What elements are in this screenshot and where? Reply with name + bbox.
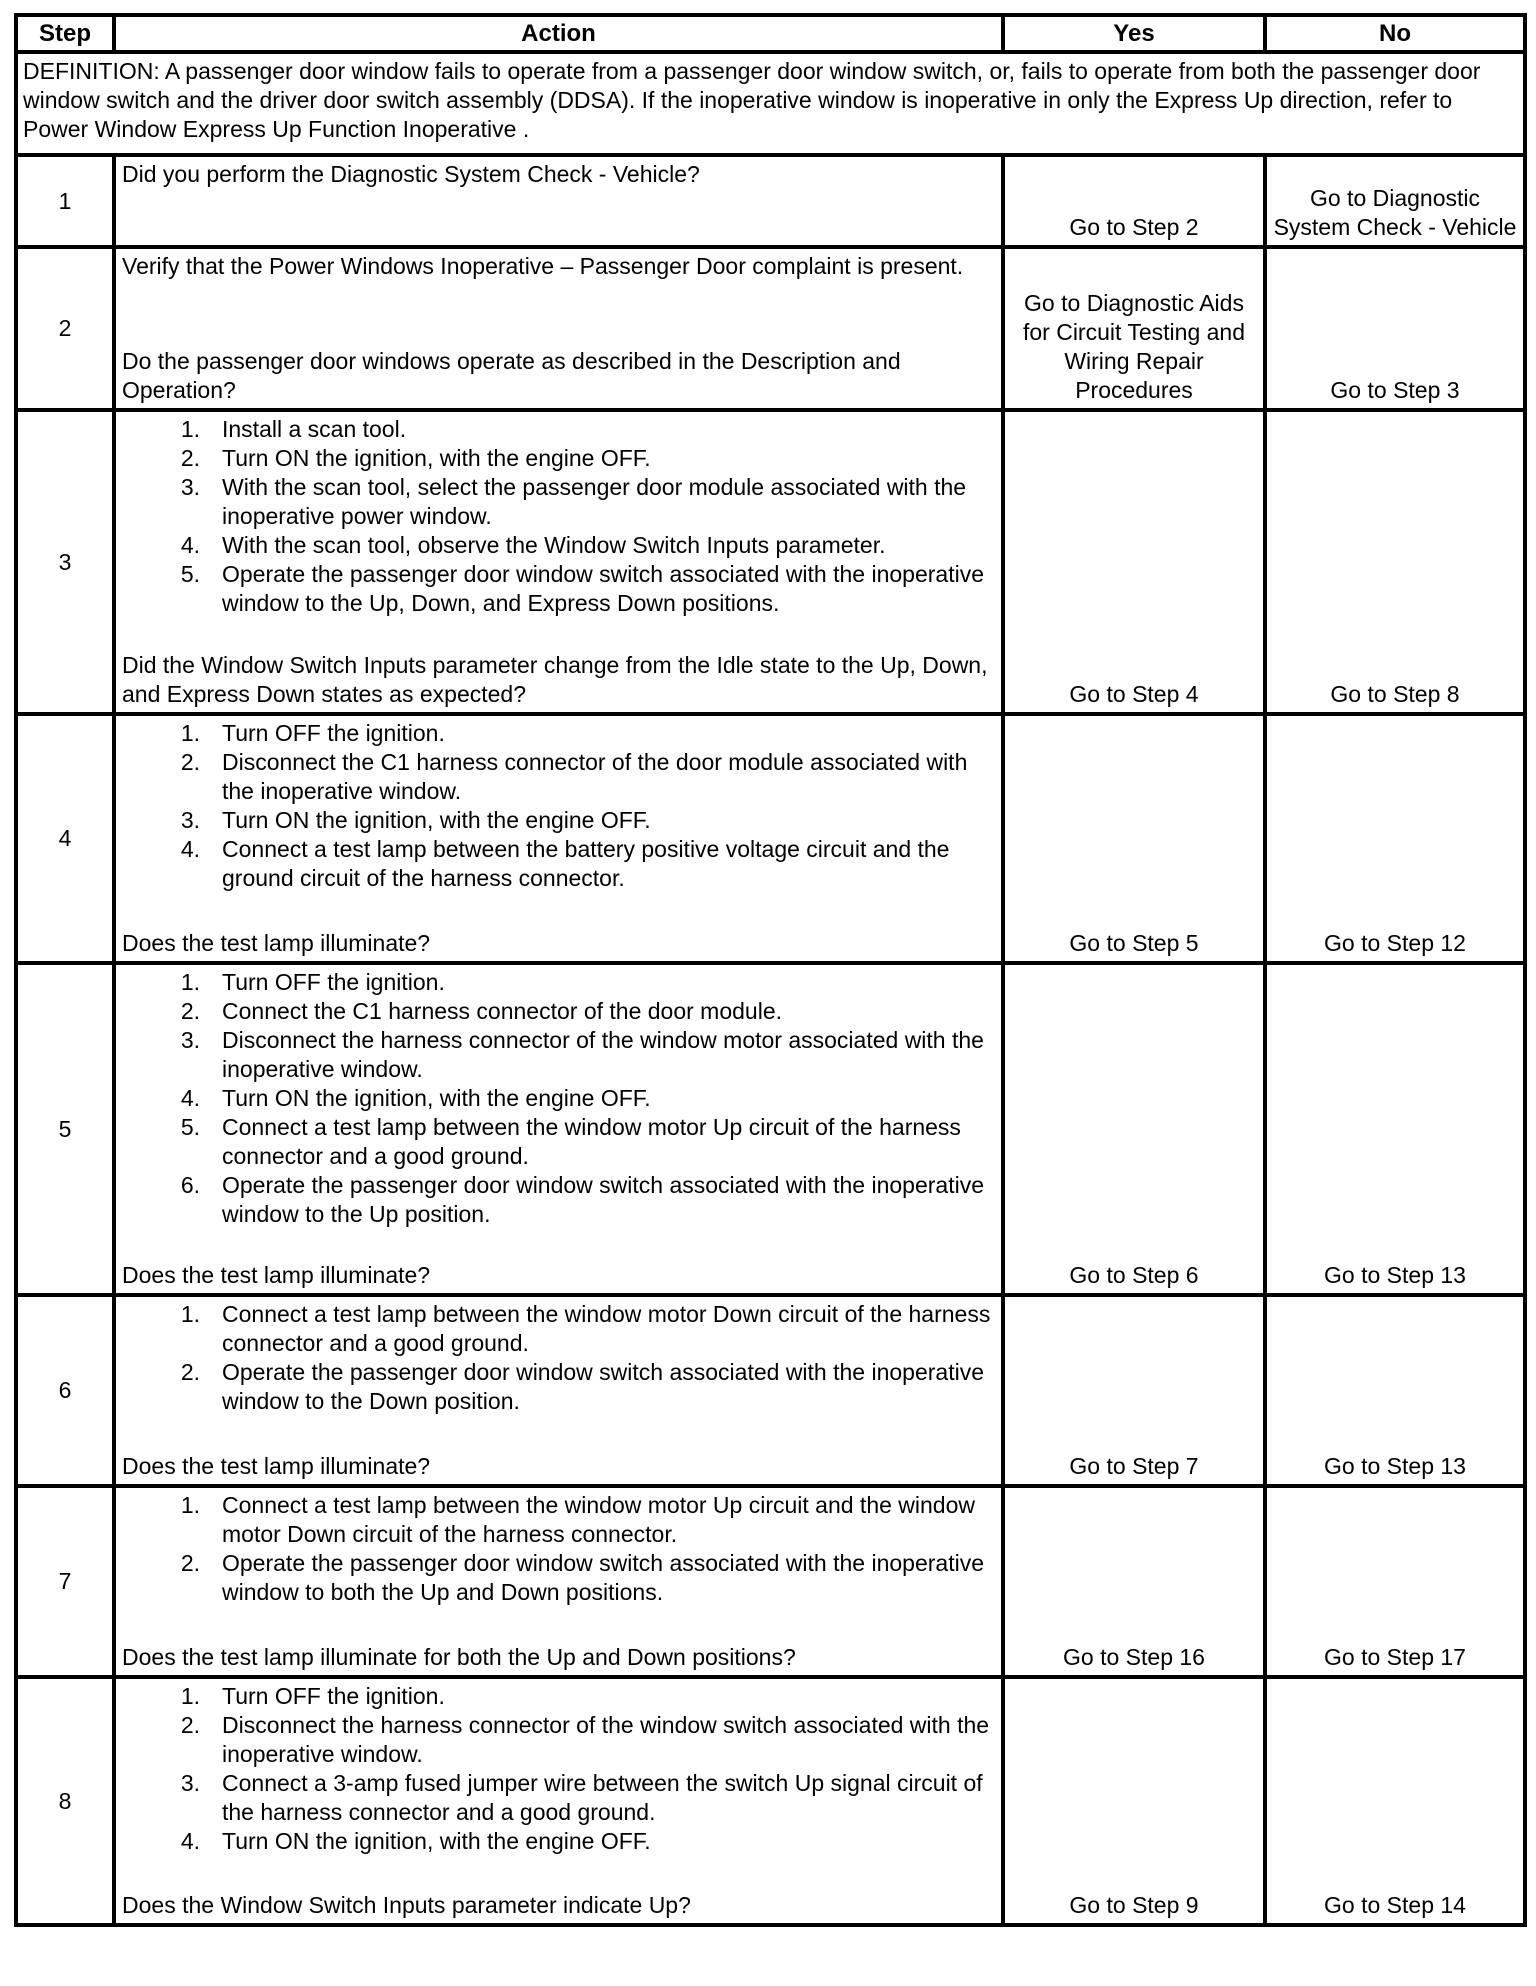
action-step-item <box>180 968 995 997</box>
action-step-item <box>180 1171 995 1229</box>
definition-row <box>16 52 1525 155</box>
action-step-text: Turn OFF the ignition. <box>222 969 445 995</box>
action-steps-list <box>122 719 995 893</box>
action-step-item <box>180 1827 995 1856</box>
yes-result: Go to Step 2 <box>1003 155 1265 247</box>
action-step-item <box>180 1113 995 1171</box>
no-result: Go to Step 8 <box>1265 410 1525 714</box>
step-number: 3 <box>16 410 114 714</box>
step-row <box>16 1295 1525 1486</box>
action-step-text: Disconnect the C1 harness connector of the door module associated with the inoperative window. <box>222 749 968 804</box>
action-step-item <box>180 806 995 835</box>
action-step-item <box>180 560 995 618</box>
step-number: 7 <box>16 1486 114 1677</box>
no-result: Go to Diagnostic System Check - Vehicle <box>1265 155 1525 247</box>
action-step-number: 5. <box>180 561 200 587</box>
action-step-number: 2. <box>180 998 200 1024</box>
action-step-item <box>180 531 995 560</box>
action-step-number: 2. <box>180 445 200 471</box>
action-step-number: 1. <box>180 416 200 442</box>
step-row <box>16 714 1525 963</box>
action-step-text: Connect a test lamp between the window motor Up circuit of the harness connector and a good ground. <box>222 1114 961 1169</box>
action-step-text: Install a scan tool. <box>222 416 407 442</box>
action-step-item <box>180 1769 995 1827</box>
step-row <box>16 963 1525 1295</box>
no-result: Go to Step 12 <box>1265 714 1525 963</box>
action-step-number: 1. <box>180 969 200 995</box>
action-step-text: Turn ON the ignition, with the engine OFF. <box>222 1828 651 1854</box>
step-number: 1 <box>16 155 114 247</box>
action-step-item <box>180 1549 995 1607</box>
action-step-item <box>180 415 995 444</box>
no-result: Go to Step 14 <box>1265 1677 1525 1925</box>
action-step-text: Disconnect the harness connector of the window motor associated with the inoperative window. <box>222 1027 984 1082</box>
action-step-number: 4. <box>180 1085 200 1111</box>
action-step-text: Connect a 3-amp fused jumper wire between the switch Up signal circuit of the harness connector and a good ground. <box>222 1770 983 1825</box>
yes-result: Go to Step 16 <box>1003 1486 1265 1677</box>
step-number: 6 <box>16 1295 114 1486</box>
no-result: Go to Step 3 <box>1265 247 1525 410</box>
yes-result: Go to Step 7 <box>1003 1295 1265 1486</box>
action-cell <box>114 1677 1003 1925</box>
step-number: 2 <box>16 247 114 410</box>
header-step: Step <box>16 15 114 52</box>
yes-result: Go to Step 4 <box>1003 410 1265 714</box>
step-number: 5 <box>16 963 114 1295</box>
step-row <box>16 155 1525 247</box>
action-step-number: 2. <box>180 749 200 775</box>
action-step-number: 2. <box>180 1550 200 1576</box>
action-step-number: 4. <box>180 836 200 862</box>
action-question: Does the test lamp illuminate? <box>122 1453 431 1479</box>
action-step-text: Turn OFF the ignition. <box>222 720 445 746</box>
action-step-number: 5. <box>180 1114 200 1140</box>
action-steps-list <box>122 1491 995 1607</box>
action-step-number: 3. <box>180 474 200 500</box>
action-cell <box>114 247 1003 410</box>
action-step-item <box>180 835 995 893</box>
action-step-text: Turn ON the ignition, with the engine OFF. <box>222 807 651 833</box>
no-result: Go to Step 13 <box>1265 1295 1525 1486</box>
action-step-number: 4. <box>180 532 200 558</box>
action-step-item <box>180 1682 995 1711</box>
action-step-item <box>180 1084 995 1113</box>
action-step-number: 3. <box>180 807 200 833</box>
action-steps-list <box>122 1682 995 1856</box>
action-step-number: 1. <box>180 1301 200 1327</box>
action-cell <box>114 1486 1003 1677</box>
yes-result: Go to Step 5 <box>1003 714 1265 963</box>
action-step-text: Connect a test lamp between the window motor Down circuit of the harness connector and a good ground. <box>222 1301 991 1356</box>
no-result: Go to Step 17 <box>1265 1486 1525 1677</box>
no-result: Go to Step 13 <box>1265 963 1525 1295</box>
action-step-item <box>180 719 995 748</box>
step-number: 8 <box>16 1677 114 1925</box>
action-question: Did the Window Switch Inputs parameter change from the Idle state to the Up, Down, and Express Down states as expected? <box>122 652 988 707</box>
action-question: Do the passenger door windows operate as described in the Description and Operation? <box>122 348 901 403</box>
action-steps-list <box>122 968 995 1229</box>
action-cell <box>114 714 1003 963</box>
header-row <box>16 15 1525 52</box>
action-step-text: With the scan tool, observe the Window Switch Inputs parameter. <box>222 532 886 558</box>
action-step-text: Connect the C1 harness connector of the door module. <box>222 998 783 1024</box>
action-instruction: Verify that the Power Windows Inoperative – Passenger Door complaint is present. <box>122 253 964 279</box>
step-number: 4 <box>16 714 114 963</box>
action-question: Does the test lamp illuminate? <box>122 1262 431 1288</box>
action-step-text: Connect a test lamp between the battery positive voltage circuit and the ground circuit of the harness connector. <box>222 836 950 891</box>
action-step-number: 1. <box>180 720 200 746</box>
action-step-item <box>180 1491 995 1549</box>
action-step-text: Disconnect the harness connector of the window switch associated with the inoperative window. <box>222 1712 990 1767</box>
action-step-text: Connect a test lamp between the window motor Up circuit and the window motor Down circuit of the harness connector. <box>222 1492 976 1547</box>
action-steps-list <box>122 1300 995 1416</box>
action-step-number: 2. <box>180 1712 200 1738</box>
action-step-item <box>180 748 995 806</box>
action-step-item <box>180 444 995 473</box>
action-question: Does the test lamp illuminate? <box>122 930 431 956</box>
yes-result: Go to Diagnostic Aids for Circuit Testing and Wiring Repair Procedures <box>1003 247 1265 410</box>
step-row <box>16 247 1525 410</box>
action-step-number: 4. <box>180 1828 200 1854</box>
action-step-item <box>180 1358 995 1416</box>
action-step-text: Turn ON the ignition, with the engine OFF. <box>222 1085 651 1111</box>
action-step-text: Operate the passenger door window switch associated with the inoperative window to both the Up and Down positions. <box>222 1550 984 1605</box>
action-cell <box>114 1295 1003 1486</box>
action-step-item <box>180 1711 995 1769</box>
action-step-text: Turn OFF the ignition. <box>222 1683 445 1709</box>
action-step-number: 1. <box>180 1683 200 1709</box>
action-step-item <box>180 1026 995 1084</box>
header-yes: Yes <box>1003 15 1265 52</box>
action-step-number: 3. <box>180 1027 200 1053</box>
yes-result: Go to Step 6 <box>1003 963 1265 1295</box>
action-question: Does the Window Switch Inputs parameter indicate Up? <box>122 1892 691 1918</box>
action-step-number: 2. <box>180 1359 200 1385</box>
step-row <box>16 1677 1525 1925</box>
action-step-item <box>180 997 995 1026</box>
action-step-number: 6. <box>180 1172 200 1198</box>
action-step-number: 1. <box>180 1492 200 1518</box>
action-instruction: Did you perform the Diagnostic System Check - Vehicle? <box>122 161 700 187</box>
definition-text: DEFINITION: A passenger door window fails to operate from a passenger door window switch, or, fails to operate from both the passenger door window switch and the driver door switch assembly (DDSA). If the inoperative window is inoperative in only the Express Up direction, refer to Power Window Express Up Function Inoperative . <box>16 52 1525 155</box>
action-steps-list <box>122 415 995 618</box>
diagnostic-table <box>14 13 1527 1927</box>
action-step-text: Operate the passenger door window switch associated with the inoperative window to the Up position. <box>222 1172 984 1227</box>
action-cell <box>114 963 1003 1295</box>
step-row <box>16 1486 1525 1677</box>
action-step-text: With the scan tool, select the passenger door module associated with the inoperative power window. <box>222 474 967 529</box>
action-cell <box>114 155 1003 247</box>
step-row <box>16 410 1525 714</box>
action-step-item <box>180 1300 995 1358</box>
action-step-item <box>180 473 995 531</box>
action-step-text: Operate the passenger door window switch associated with the inoperative window to the Down position. <box>222 1359 984 1414</box>
action-step-text: Turn ON the ignition, with the engine OFF. <box>222 445 651 471</box>
yes-result: Go to Step 9 <box>1003 1677 1265 1925</box>
action-question: Does the test lamp illuminate for both the Up and Down positions? <box>122 1644 796 1670</box>
header-action: Action <box>114 15 1003 52</box>
action-step-text: Operate the passenger door window switch associated with the inoperative window to the Up, Down, and Express Down positions. <box>222 561 984 616</box>
action-step-number: 3. <box>180 1770 200 1796</box>
header-no: No <box>1265 15 1525 52</box>
action-cell <box>114 410 1003 714</box>
